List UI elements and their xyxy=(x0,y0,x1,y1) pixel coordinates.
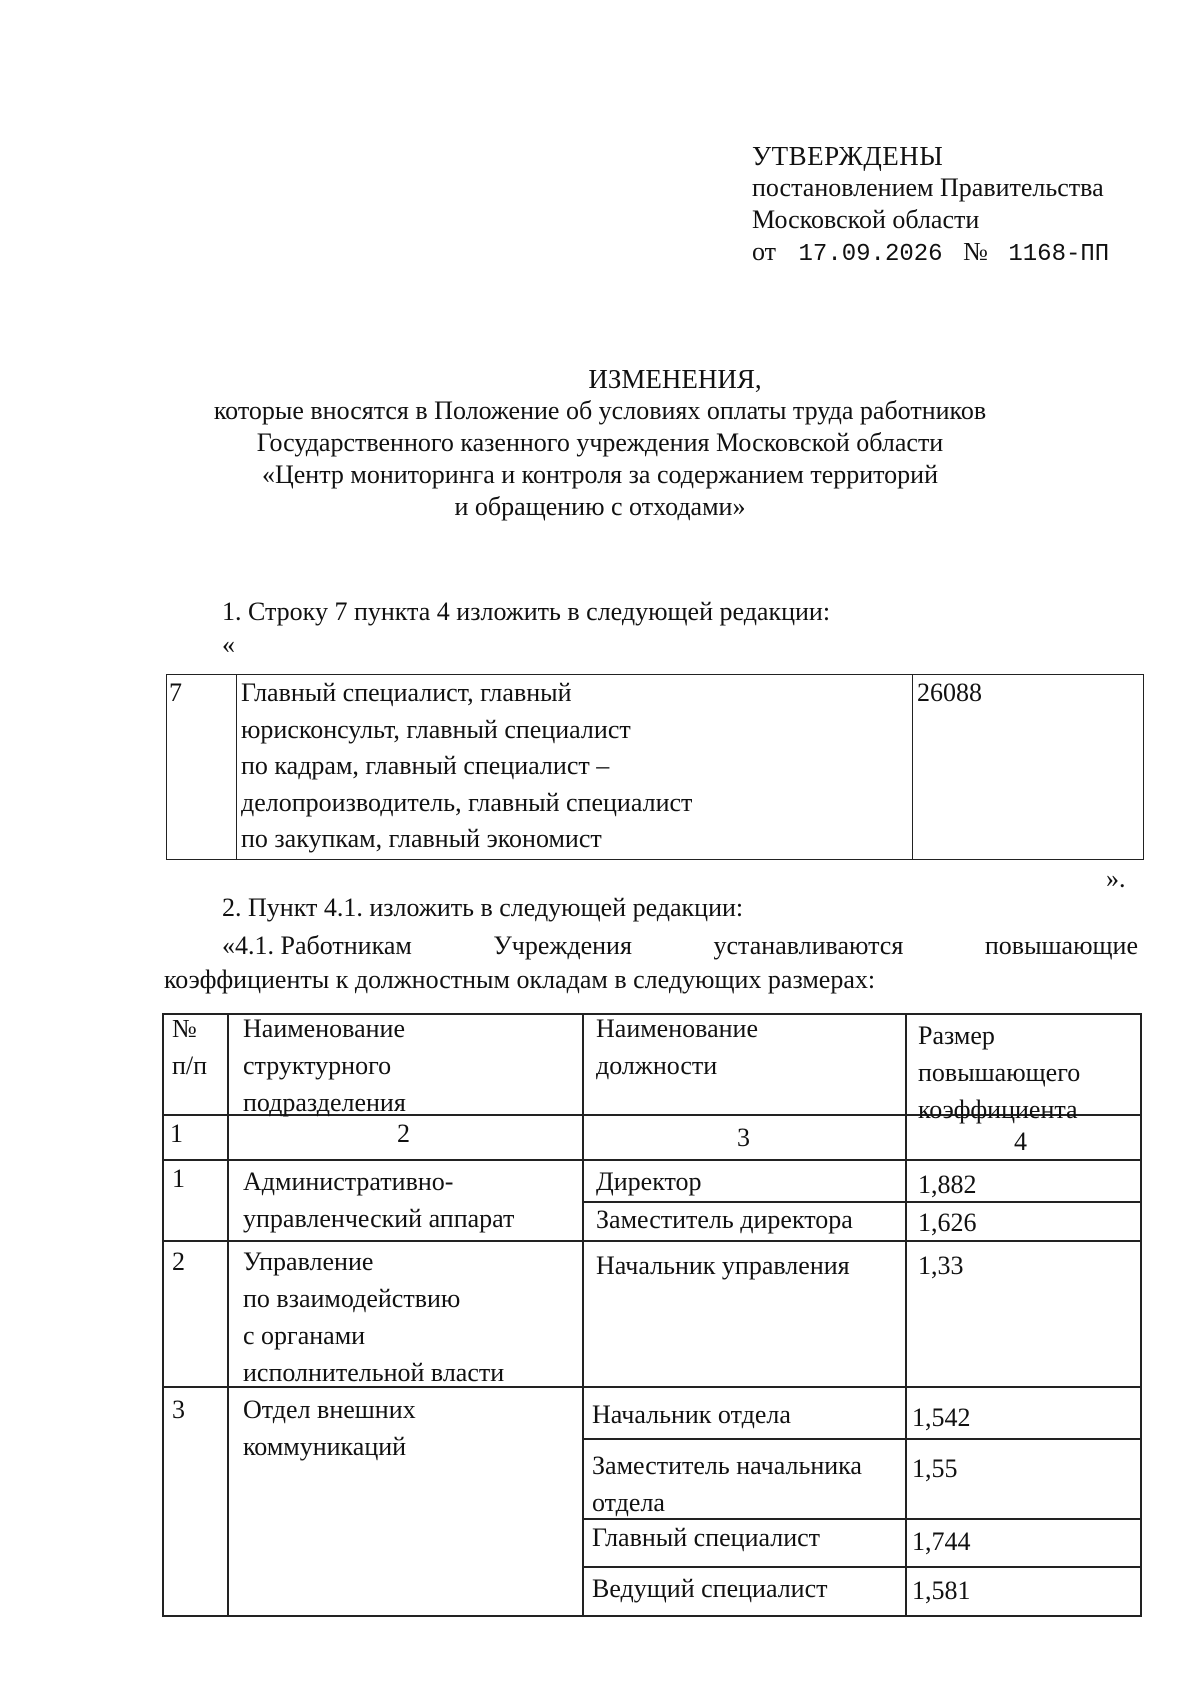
col-number: 1 xyxy=(170,1119,183,1148)
row-num: 3 xyxy=(172,1395,185,1424)
position-line: по кадрам, главный специалист – xyxy=(241,751,610,780)
unit-name xyxy=(243,1163,514,1237)
coef-value: 1,581 xyxy=(912,1576,971,1605)
table-rule xyxy=(227,1013,229,1616)
item-2-text: 2. Пункт 4.1. изложить в следующей редакции: xyxy=(222,893,744,922)
position-name: Заместитель директора xyxy=(596,1205,853,1234)
item-2-paragraph-line-2: коэффициенты к должностным окладам в следующих размерах: xyxy=(164,965,876,994)
position-name: Начальник отдела xyxy=(592,1400,791,1429)
table-rule xyxy=(162,1159,1142,1161)
title-line-1: которые вносятся в Положение об условиях оплаты труда работников xyxy=(213,396,987,425)
decree-date: 17.09.2026 xyxy=(798,241,943,268)
position-line: Заместитель начальника xyxy=(592,1451,862,1480)
unit-line: с органами xyxy=(243,1321,366,1350)
title-heading: ИЗМЕНЕНИЯ, xyxy=(588,364,762,394)
unit-line: управленческий аппарат xyxy=(243,1204,515,1233)
from-label: от xyxy=(752,237,777,266)
header-text: структурного xyxy=(243,1051,392,1080)
position-name: Главный специалист xyxy=(592,1523,821,1552)
header-text: п/п xyxy=(172,1051,208,1080)
header-text: подразделения xyxy=(243,1088,406,1117)
position-name: Директор xyxy=(596,1167,702,1196)
header-text: должности xyxy=(596,1051,718,1080)
row-7-num-cell xyxy=(167,675,237,859)
header-text: повышающего xyxy=(918,1058,1081,1087)
table-rule xyxy=(162,1013,164,1616)
coef-value: 1,33 xyxy=(918,1251,964,1280)
unit-line: исполнительной власти xyxy=(243,1358,505,1387)
title-line-2: Государственного казенного учреждения Московской области xyxy=(256,428,944,457)
open-quote: « xyxy=(222,630,235,659)
table-rule xyxy=(162,1240,1142,1242)
table-rule xyxy=(582,1438,1142,1440)
approval-number-line xyxy=(752,236,1109,271)
row-7-position-cell xyxy=(237,675,913,859)
unit-line: Отдел внешних xyxy=(243,1395,416,1424)
header-position xyxy=(596,1010,758,1084)
approval-heading: УТВЕРЖДЕНЫ xyxy=(752,141,944,171)
header-num xyxy=(172,1010,207,1084)
table-rule xyxy=(905,1013,907,1616)
close-quote: ». xyxy=(1106,864,1126,893)
approval-line-1: постановлением Правительства xyxy=(752,173,1104,202)
header-text: № xyxy=(172,1014,197,1043)
table-rule xyxy=(582,1013,584,1616)
header-unit xyxy=(243,1010,406,1121)
position-line: юрисконсульт, главный специалист xyxy=(241,714,631,744)
para-word: устанавливаются xyxy=(713,931,904,960)
header-text: коэффициента xyxy=(918,1095,1078,1124)
coef-value: 1,882 xyxy=(918,1170,977,1199)
header-coef xyxy=(918,1017,1080,1128)
para-word: Учреждения xyxy=(493,931,632,960)
document-title xyxy=(0,363,1200,523)
row-num: 2 xyxy=(172,1247,185,1276)
approval-line-2: Московской области xyxy=(752,205,980,234)
item-1-text: 1. Строку 7 пункта 4 изложить в следующей редакции: xyxy=(222,597,831,626)
unit-name xyxy=(243,1391,416,1465)
para-word: повышающие xyxy=(984,931,1138,960)
position-line: по закупкам, главный экономист xyxy=(241,824,602,853)
col-number: 2 xyxy=(397,1119,410,1148)
decree-number: 1168-ПП xyxy=(1008,241,1110,268)
position-line: отдела xyxy=(592,1488,665,1517)
header-text: Наименование xyxy=(243,1014,405,1043)
header-text: Размер xyxy=(918,1021,995,1050)
col-number: 3 xyxy=(737,1123,750,1152)
row-7-position xyxy=(241,675,692,858)
col-number: 4 xyxy=(1014,1127,1027,1156)
position-line: делопроизводитель, главный специалист xyxy=(241,787,693,817)
para-word: «4.1. Работникам xyxy=(222,931,412,960)
header-text: Наименование xyxy=(596,1014,758,1043)
row-num: 1 xyxy=(172,1164,185,1193)
coef-value: 1,744 xyxy=(912,1527,971,1556)
unit-line: коммуникаций xyxy=(243,1432,407,1461)
unit-line: Административно- xyxy=(243,1167,454,1196)
row-7-salary: 26088 xyxy=(917,678,982,707)
coef-value: 1,542 xyxy=(912,1403,971,1432)
item-2-paragraph-line-1 xyxy=(222,931,1138,961)
row-7-table xyxy=(166,674,1144,860)
unit-name xyxy=(243,1243,504,1391)
position-name xyxy=(592,1447,862,1521)
position-line: Главный специалист, главный xyxy=(241,678,572,707)
table-rule xyxy=(582,1566,1142,1568)
table-rule xyxy=(1140,1013,1142,1616)
row-7-num: 7 xyxy=(169,678,182,707)
position-name: Начальник управления xyxy=(596,1251,850,1280)
table-rule xyxy=(162,1615,1142,1617)
number-sign: № xyxy=(963,237,988,266)
coef-value: 1,626 xyxy=(918,1208,977,1237)
coefficient-table xyxy=(162,1013,1142,1615)
title-line-4: и обращению с отходами» xyxy=(454,492,746,521)
unit-line: Управление xyxy=(243,1247,374,1276)
approval-block xyxy=(752,140,1109,271)
title-line-3: «Центр мониторинга и контроля за содержанием территорий xyxy=(261,460,938,489)
coef-value: 1,55 xyxy=(912,1454,958,1483)
position-name: Ведущий специалист xyxy=(592,1574,828,1603)
unit-line: по взаимодействию xyxy=(243,1284,461,1313)
